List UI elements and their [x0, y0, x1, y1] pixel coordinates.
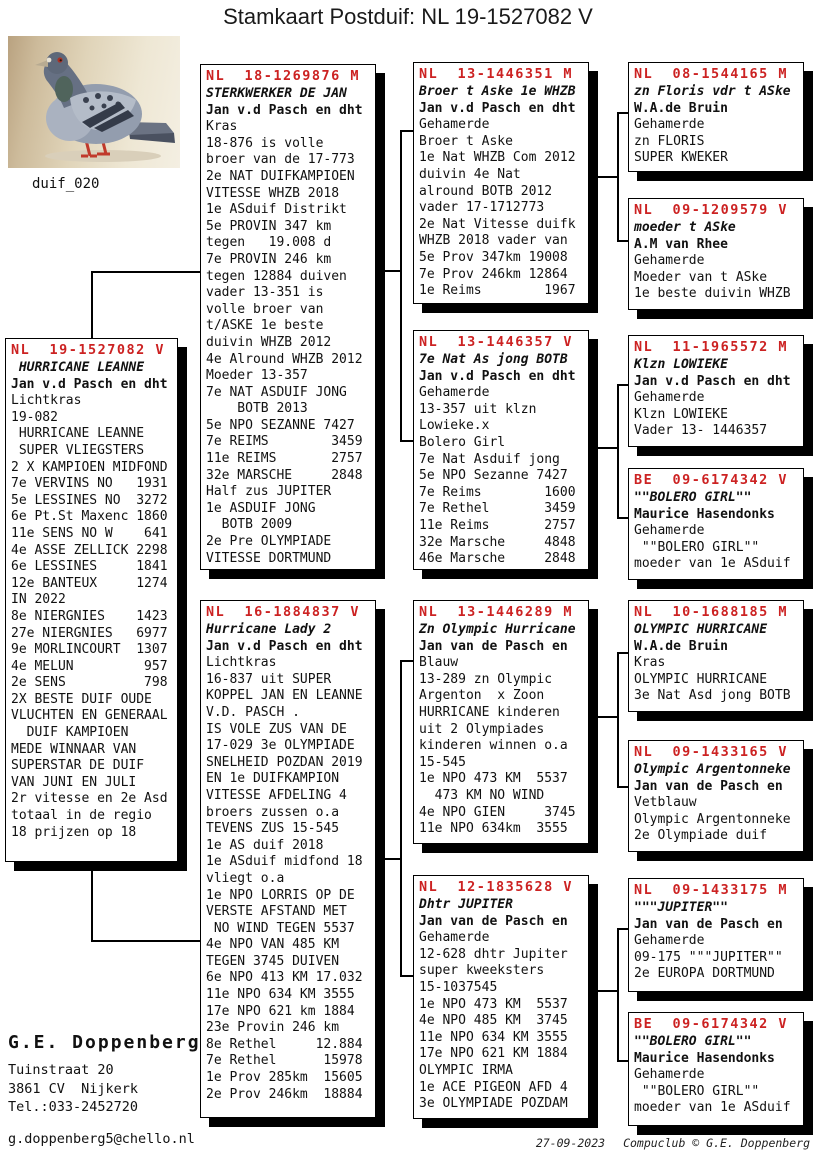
pedigree-line: 11e REIMS 2757	[206, 451, 363, 467]
owner-name: A.M van Rhee	[634, 236, 728, 252]
pigeon-name: Broer t Aske 1e WHZB	[419, 84, 576, 99]
pedigree-box-mmm	[628, 1012, 804, 1126]
pedigree-text	[634, 655, 801, 705]
ring-number: NL 10-1688185 M	[634, 604, 789, 620]
owner-name: Jan v.d Pasch en dht	[634, 373, 791, 389]
pedigree-line: duivin 4e Nat	[419, 166, 521, 182]
pedigree-line: 7e PROVIN 246 km	[206, 251, 332, 267]
pedigree-line: Gehamerde	[419, 117, 490, 133]
owner-name: Jan van de Pasch en	[419, 913, 568, 929]
pedigree-line: Vader 13- 1446357	[634, 423, 768, 439]
pedigree-line: Moeder van t ASke	[634, 269, 768, 285]
owner-name: Maurice Hasendonks	[634, 506, 775, 522]
pedigree-line: IS VOLE ZUS VAN DE	[206, 721, 347, 737]
pedigree-line: 7e Nat Asduif jong	[419, 451, 560, 467]
pedigree-line: 7e Rethel 15978	[206, 1053, 363, 1069]
pedigree-line: 4e NPO VAN 485 KM	[206, 937, 340, 953]
pedigree-line: 8e NIERGNIES 1423	[11, 608, 168, 624]
pedigree-line: IN 2022	[11, 592, 66, 608]
ring-number: NL 13-1446289 M	[419, 604, 574, 620]
pigeon-name: 7e Nat As jong BOTB	[419, 352, 568, 367]
pedigree-line: VAN JUNI EN JULI	[11, 774, 137, 790]
pedigree-line: Klzn LOWIEKE	[634, 406, 728, 422]
pedigree-line: 1e NPO LORRIS OP DE	[206, 887, 355, 903]
ring-number: NL 12-1835628 V	[419, 879, 574, 895]
pedigree-line: 7e Rethel 3459	[419, 501, 576, 517]
pedigree-line: Lichtkras	[206, 655, 277, 671]
pedigree-line: 6e Pt.St Maxenc 1860	[11, 509, 168, 525]
ring-number: BE 09-6174342 V	[634, 472, 789, 488]
pedigree-line: 17e NPO 621 km 1884	[206, 1003, 355, 1019]
footer-credit	[536, 1136, 810, 1150]
print-date: 27-09-2023	[535, 1136, 606, 1150]
pedigree-line: Gehamerde	[634, 390, 705, 406]
pedigree-line: 7e VERVINS NO 1931	[11, 476, 168, 492]
pedigree-line: Gehamerde	[419, 930, 490, 946]
phone-line: Tel.:033-2452720	[8, 1099, 139, 1115]
pedigree-line: Gehamerde	[634, 933, 705, 949]
pedigree-line: TEVENS ZUS 15-545	[206, 821, 340, 837]
pedigree-line: NO WIND TEGEN 5537	[206, 920, 355, 936]
pedigree-line: 4e MELUN 957	[11, 658, 168, 674]
pedigree-line: 5e LESSINES NO 3272	[11, 492, 168, 508]
pedigree-line: HURRICANE kinderen	[419, 704, 560, 720]
pedigree-line: 4e ASSE ZELLICK 2298	[11, 542, 168, 558]
pedigree-line: 17-029 3e OLYMPIADE	[206, 738, 355, 754]
pedigree-box-fmm	[628, 468, 804, 580]
pedigree-line: 17e NPO 621 KM 1884	[419, 1046, 568, 1062]
pedigree-line: 2 X KAMPIOEN MIDFOND	[11, 459, 168, 475]
pedigree-line: OLYMPIC HURRICANE	[634, 671, 768, 687]
pigeon-name: OLYMPIC HURRICANE	[634, 622, 768, 637]
pedigree-line: VERSTE AFSTAND MET	[206, 904, 347, 920]
pedigree-line: SNELHEID POZDAN 2019	[206, 754, 363, 770]
pedigree-line: 2e Prov 246km 18884	[206, 1086, 363, 1102]
owner-name: W.A.de Bruin	[634, 100, 728, 116]
pedigree-line: 13-289 zn Olympic	[419, 671, 553, 687]
pedigree-line: 3e OLYMPIADE POZDAM	[419, 1096, 568, 1112]
pedigree-line: WHZB 2018 vader van	[419, 233, 568, 249]
pedigree-line: 1e Nat WHZB Com 2012	[419, 150, 576, 166]
pigeon-name: Zn Olympic Hurricane	[419, 622, 576, 637]
pedigree-line: 4e Alround WHZB 2012	[206, 351, 363, 367]
pedigree-line: Gehamerde	[419, 385, 490, 401]
pedigree-line: 7e Reims 1600	[419, 484, 576, 500]
pedigree-line: 27e NIERGNIES 6977	[11, 625, 168, 641]
pedigree-line: kinderen winnen o.a	[419, 738, 568, 754]
owner-name: Jan v.d Pasch en dht	[419, 100, 576, 116]
pedigree-line: Lowieke.x	[419, 418, 490, 434]
pedigree-line: 11e NPO 634km 3555	[419, 821, 568, 837]
pedigree-line: 2e SENS 798	[11, 675, 168, 691]
pedigree-line: Moeder 13-357	[206, 368, 308, 384]
pedigree-text	[634, 795, 801, 845]
pedigree-line: Vetblauw	[634, 795, 697, 811]
pedigree-line: 4e NPO 485 KM 3745	[419, 1013, 568, 1029]
pedigree-text	[206, 119, 373, 567]
pedigree-line: 2e Olympiade duif	[634, 828, 768, 844]
pedigree-text	[206, 655, 373, 1103]
pedigree-box-mfm	[628, 740, 804, 852]
pedigree-line: t/ASKE 1e beste	[206, 318, 324, 334]
owner-name: Jan v.d Pasch en dht	[206, 638, 363, 654]
pedigree-line: 1e beste duivin WHZB	[634, 286, 791, 302]
ring-number: NL 16-1884837 V	[206, 604, 361, 620]
pedigree-line: 8e Rethel 12.884	[206, 1036, 363, 1052]
owner-name: Maurice Hasendonks	[634, 1050, 775, 1066]
pedigree-line: tegen 19.008 d	[206, 235, 332, 251]
pedigree-line: Bolero Girl	[419, 434, 506, 450]
pedigree-line: Gehamerde	[634, 117, 705, 133]
pedigree-line: 9e MORLINCOURT 1307	[11, 642, 168, 658]
pedigree-line: 2e NAT DUIFKAMPIOEN	[206, 168, 355, 184]
pedigree-line: Argenton x Zoon	[419, 688, 545, 704]
pedigree-line: 11e Reims 2757	[419, 517, 576, 533]
pedigree-line: Half zus JUPITER	[206, 484, 332, 500]
pedigree-line: tegen 12884 duiven	[206, 268, 347, 284]
owner-name: Jan van de Pasch en	[634, 778, 783, 794]
owner-name: Jan v.d Pasch en dht	[419, 368, 576, 384]
pigeon-name: ""BOLERO GIRL""	[634, 1034, 752, 1049]
pedigree-box-mother	[200, 600, 376, 1118]
pedigree-line: 18 prijzen op 18	[11, 824, 137, 840]
pedigree-line: alround BOTB 2012	[419, 183, 553, 199]
pedigree-line: 2e EUROPA DORTMUND	[634, 966, 775, 982]
pedigree-line: DUIF KAMPIOEN	[11, 725, 129, 741]
pedigree-line: 11e SENS NO W 641	[11, 525, 168, 541]
pedigree-text	[419, 385, 586, 568]
contact-block	[8, 1032, 201, 1147]
ring-number: NL 18-1269876 M	[206, 68, 361, 84]
pedigree-text	[419, 117, 586, 300]
pedigree-box-fmf	[628, 335, 804, 447]
pigeon-name: Hurricane Lady 2	[206, 622, 332, 637]
pedigree-line: 13-357 uit klzn	[419, 401, 537, 417]
pedigree-line: Blauw	[419, 655, 459, 671]
pedigree-box-mmf	[628, 878, 804, 992]
pedigree-line: 5e Prov 347km 19008	[419, 249, 568, 265]
pedigree-box-mm	[413, 875, 589, 1119]
pedigree-line: 2r vitesse en 2e Asd	[11, 791, 168, 807]
software-credit: Compuclub © G.E. Doppenberg	[623, 1136, 810, 1150]
pedigree-text	[419, 930, 586, 1113]
pedigree-line: SUPER VLIEGSTERS	[11, 442, 145, 458]
pigeon-name: """JUPITER""	[634, 900, 728, 915]
pedigree-line: Kras	[634, 655, 666, 671]
pedigree-line: Kras	[206, 119, 238, 135]
pedigree-line: Olympic Argentonneke	[634, 811, 791, 827]
pedigree-line: HURRICANE LEANNE	[11, 426, 145, 442]
pedigree-line: Broer t Aske	[419, 133, 513, 149]
pedigree-line: 1e Reims 1967	[419, 283, 576, 299]
pedigree-line: super kweeksters	[419, 963, 545, 979]
ring-number: NL 09-1209579 V	[634, 202, 789, 218]
pedigree-line: 1e Prov 285km 15605	[206, 1070, 363, 1086]
pedigree-text	[419, 655, 586, 838]
pedigree-line: 19-082	[11, 409, 58, 425]
pedigree-box-fm	[413, 330, 589, 570]
owner-name: W.A.de Bruin	[634, 638, 728, 654]
pedigree-line: 12-628 dhtr Jupiter	[419, 946, 568, 962]
pedigree-line: 1e ASduif midfond 18	[206, 854, 363, 870]
pedigree-line: VITESSE WHZB 2018	[206, 185, 340, 201]
ring-number: BE 09-6174342 V	[634, 1016, 789, 1032]
pedigree-line: 1e NPO 473 KM 5537	[419, 996, 568, 1012]
pedigree-line: OLYMPIC IRMA	[419, 1062, 513, 1078]
pedigree-line: moeder van 1e ASduif	[634, 556, 791, 572]
pedigree-line: 16-837 uit SUPER	[206, 671, 332, 687]
address-line: 3861 CV Nijkerk	[8, 1080, 139, 1097]
pedigree-line: zn FLORIS	[634, 133, 705, 149]
pedigree-line: moeder van 1e ASduif	[634, 1100, 791, 1116]
pedigree-line: VITESSE DORTMUND	[206, 550, 332, 566]
owner-name: Jan van de Pasch en	[419, 638, 568, 654]
pedigree-line: 473 KM NO WIND	[419, 787, 545, 803]
ring-number: NL 13-1446351 M	[419, 66, 574, 82]
pedigree-line: Gehamerde	[634, 1067, 705, 1083]
photo-caption: duif_020	[32, 176, 100, 192]
pedigree-text	[11, 393, 175, 841]
pigeon-photo	[8, 36, 180, 168]
pedigree-text	[634, 253, 801, 303]
pigeon-name: HURRICANE LEANNE	[11, 360, 145, 375]
pedigree-line: 4e NPO GIEN 3745	[419, 804, 576, 820]
pedigree-line: 11e NPO 634 KM 3555	[419, 1029, 568, 1045]
pedigree-line: 2X BESTE DUIF OUDE	[11, 691, 152, 707]
pedigree-line: duivin WHZB 2012	[206, 334, 332, 350]
pedigree-line: 7e Prov 246km 12864	[419, 266, 568, 282]
pedigree-box-fff	[628, 62, 804, 172]
owner-name: Jan van de Pasch en	[634, 916, 783, 932]
ring-number: NL 11-1965572 M	[634, 339, 789, 355]
pedigree-box-father	[200, 64, 376, 570]
pedigree-line: V.D. PASCH .	[206, 704, 300, 720]
pedigree-line: 2e Nat Vitesse duifk	[419, 216, 576, 232]
pedigree-line: totaal in de regio	[11, 808, 152, 824]
pedigree-line: SUPERSTAR DE DUIF	[11, 758, 145, 774]
pedigree-line: 32e Marsche 4848	[419, 534, 576, 550]
pedigree-line: 6e NPO 413 KM 17.032	[206, 970, 363, 986]
pigeon-name: zn Floris vdr t ASke	[634, 84, 791, 99]
pedigree-line: broer van de 17-773	[206, 152, 355, 168]
pedigree-box-mff	[628, 600, 804, 712]
pedigree-line: vader 17-1712773	[419, 200, 545, 216]
pedigree-line: 09-175 """JUPITER""	[634, 949, 783, 965]
pedigree-line: 46e Marsche 2848	[419, 551, 576, 567]
pedigree-line: KOPPEL JAN EN LEANNE	[206, 688, 363, 704]
pigeon-name: ""BOLERO GIRL""	[634, 490, 752, 505]
pedigree-line: volle broer van	[206, 301, 324, 317]
address-line: Tuinstraat 20	[8, 1062, 114, 1078]
pedigree-line: SUPER KWEKER	[634, 150, 728, 166]
pedigree-line: TEGEN 3745 DUIVEN	[206, 953, 340, 969]
pedigree-line: uit 2 Olympiades	[419, 721, 545, 737]
pedigree-line: 5e NPO SEZANNE 7427	[206, 417, 355, 433]
pigeon-illustration	[8, 36, 180, 168]
pedigree-line: 6e LESSINES 1841	[11, 559, 168, 575]
pedigree-line: 18-876 is volle	[206, 135, 324, 151]
pedigree-line: 11e NPO 634 KM 3555	[206, 987, 355, 1003]
breeder-name: G.E. Doppenberg	[8, 1032, 201, 1053]
pedigree-line: 15-545	[419, 754, 466, 770]
pedigree-text	[634, 933, 801, 983]
pedigree-line: ""BOLERO GIRL""	[634, 539, 760, 555]
pedigree-box-subject	[5, 338, 178, 862]
owner-name: Jan v.d Pasch en dht	[11, 376, 168, 392]
pedigree-line: Lichtkras	[11, 393, 82, 409]
pedigree-line: 7e REIMS 3459	[206, 434, 363, 450]
pedigree-line: 1e ASduif Distrikt	[206, 202, 347, 218]
pedigree-line: 1e ASDUIF JONG	[206, 500, 316, 516]
pedigree-line: 2e Pre OLYMPIADE	[206, 534, 332, 550]
pedigree-line: 15-1037545	[419, 979, 498, 995]
pedigree-line: 1e ACE PIGEON AFD 4	[419, 1079, 568, 1095]
ring-number: NL 09-1433175 M	[634, 882, 789, 898]
ring-number: NL 19-1527082 V	[11, 342, 166, 358]
pedigree-line: BOTB 2013	[206, 401, 308, 417]
pedigree-text	[634, 523, 801, 573]
pedigree-box-ffm	[628, 198, 804, 310]
pigeon-name: Dhtr JUPITER	[419, 897, 513, 912]
pedigree-line: EN 1e DUIFKAMPION	[206, 771, 340, 787]
pedigree-box-ff	[413, 62, 589, 304]
pedigree-line: 5e PROVIN 347 km	[206, 218, 332, 234]
pedigree-text	[634, 390, 801, 440]
pedigree-line: Gehamerde	[634, 253, 705, 269]
pedigree-line: 7e NAT ASDUIF JONG	[206, 384, 347, 400]
pedigree-line: 1e NPO 473 KM 5537	[419, 771, 568, 787]
pedigree-line: vader 13-351 is	[206, 285, 324, 301]
pedigree-line: MEDE WINNAAR VAN	[11, 741, 137, 757]
pedigree-line: VITESSE AFDELING 4	[206, 787, 347, 803]
pedigree-line: ""BOLERO GIRL""	[634, 1083, 760, 1099]
pedigree-box-mf	[413, 600, 589, 844]
pedigree-line: 23e Provin 246 km	[206, 1020, 340, 1036]
pigeon-name: Klzn LOWIEKE	[634, 357, 728, 372]
pedigree-line: broers zussen o.a	[206, 804, 340, 820]
pedigree-line: vliegt o.a	[206, 870, 285, 886]
pigeon-name: STERKWERKER DE JAN	[206, 86, 347, 101]
pedigree-line: 12e BANTEUX 1274	[11, 575, 168, 591]
pedigree-line: Gehamerde	[634, 523, 705, 539]
pedigree-line: 1e AS duif 2018	[206, 837, 324, 853]
pedigree-line: 5e NPO Sezanne 7427	[419, 468, 568, 484]
pedigree-line: 32e MARSCHE 2848	[206, 467, 363, 483]
email-address: g.doppenberg5@chello.nl	[8, 1130, 195, 1147]
pedigree-line: VLUCHTEN EN GENERAAL	[11, 708, 168, 724]
owner-name: Jan v.d Pasch en dht	[206, 102, 363, 118]
pedigree-line: 3e Nat Asd jong BOTB	[634, 688, 791, 704]
pedigree-text	[634, 117, 801, 167]
pedigree-line: BOTB 2009	[206, 517, 293, 533]
page-title: Stamkaart Postduif: NL 19-1527082 V	[223, 4, 593, 29]
pigeon-name: Olympic Argentonneke	[634, 762, 791, 777]
ring-number: NL 13-1446357 V	[419, 334, 574, 350]
pigeon-name: moeder t ASke	[634, 220, 736, 235]
pedigree-text	[634, 1067, 801, 1117]
ring-number: NL 08-1544165 M	[634, 66, 789, 82]
ring-number: NL 09-1433165 V	[634, 744, 789, 760]
